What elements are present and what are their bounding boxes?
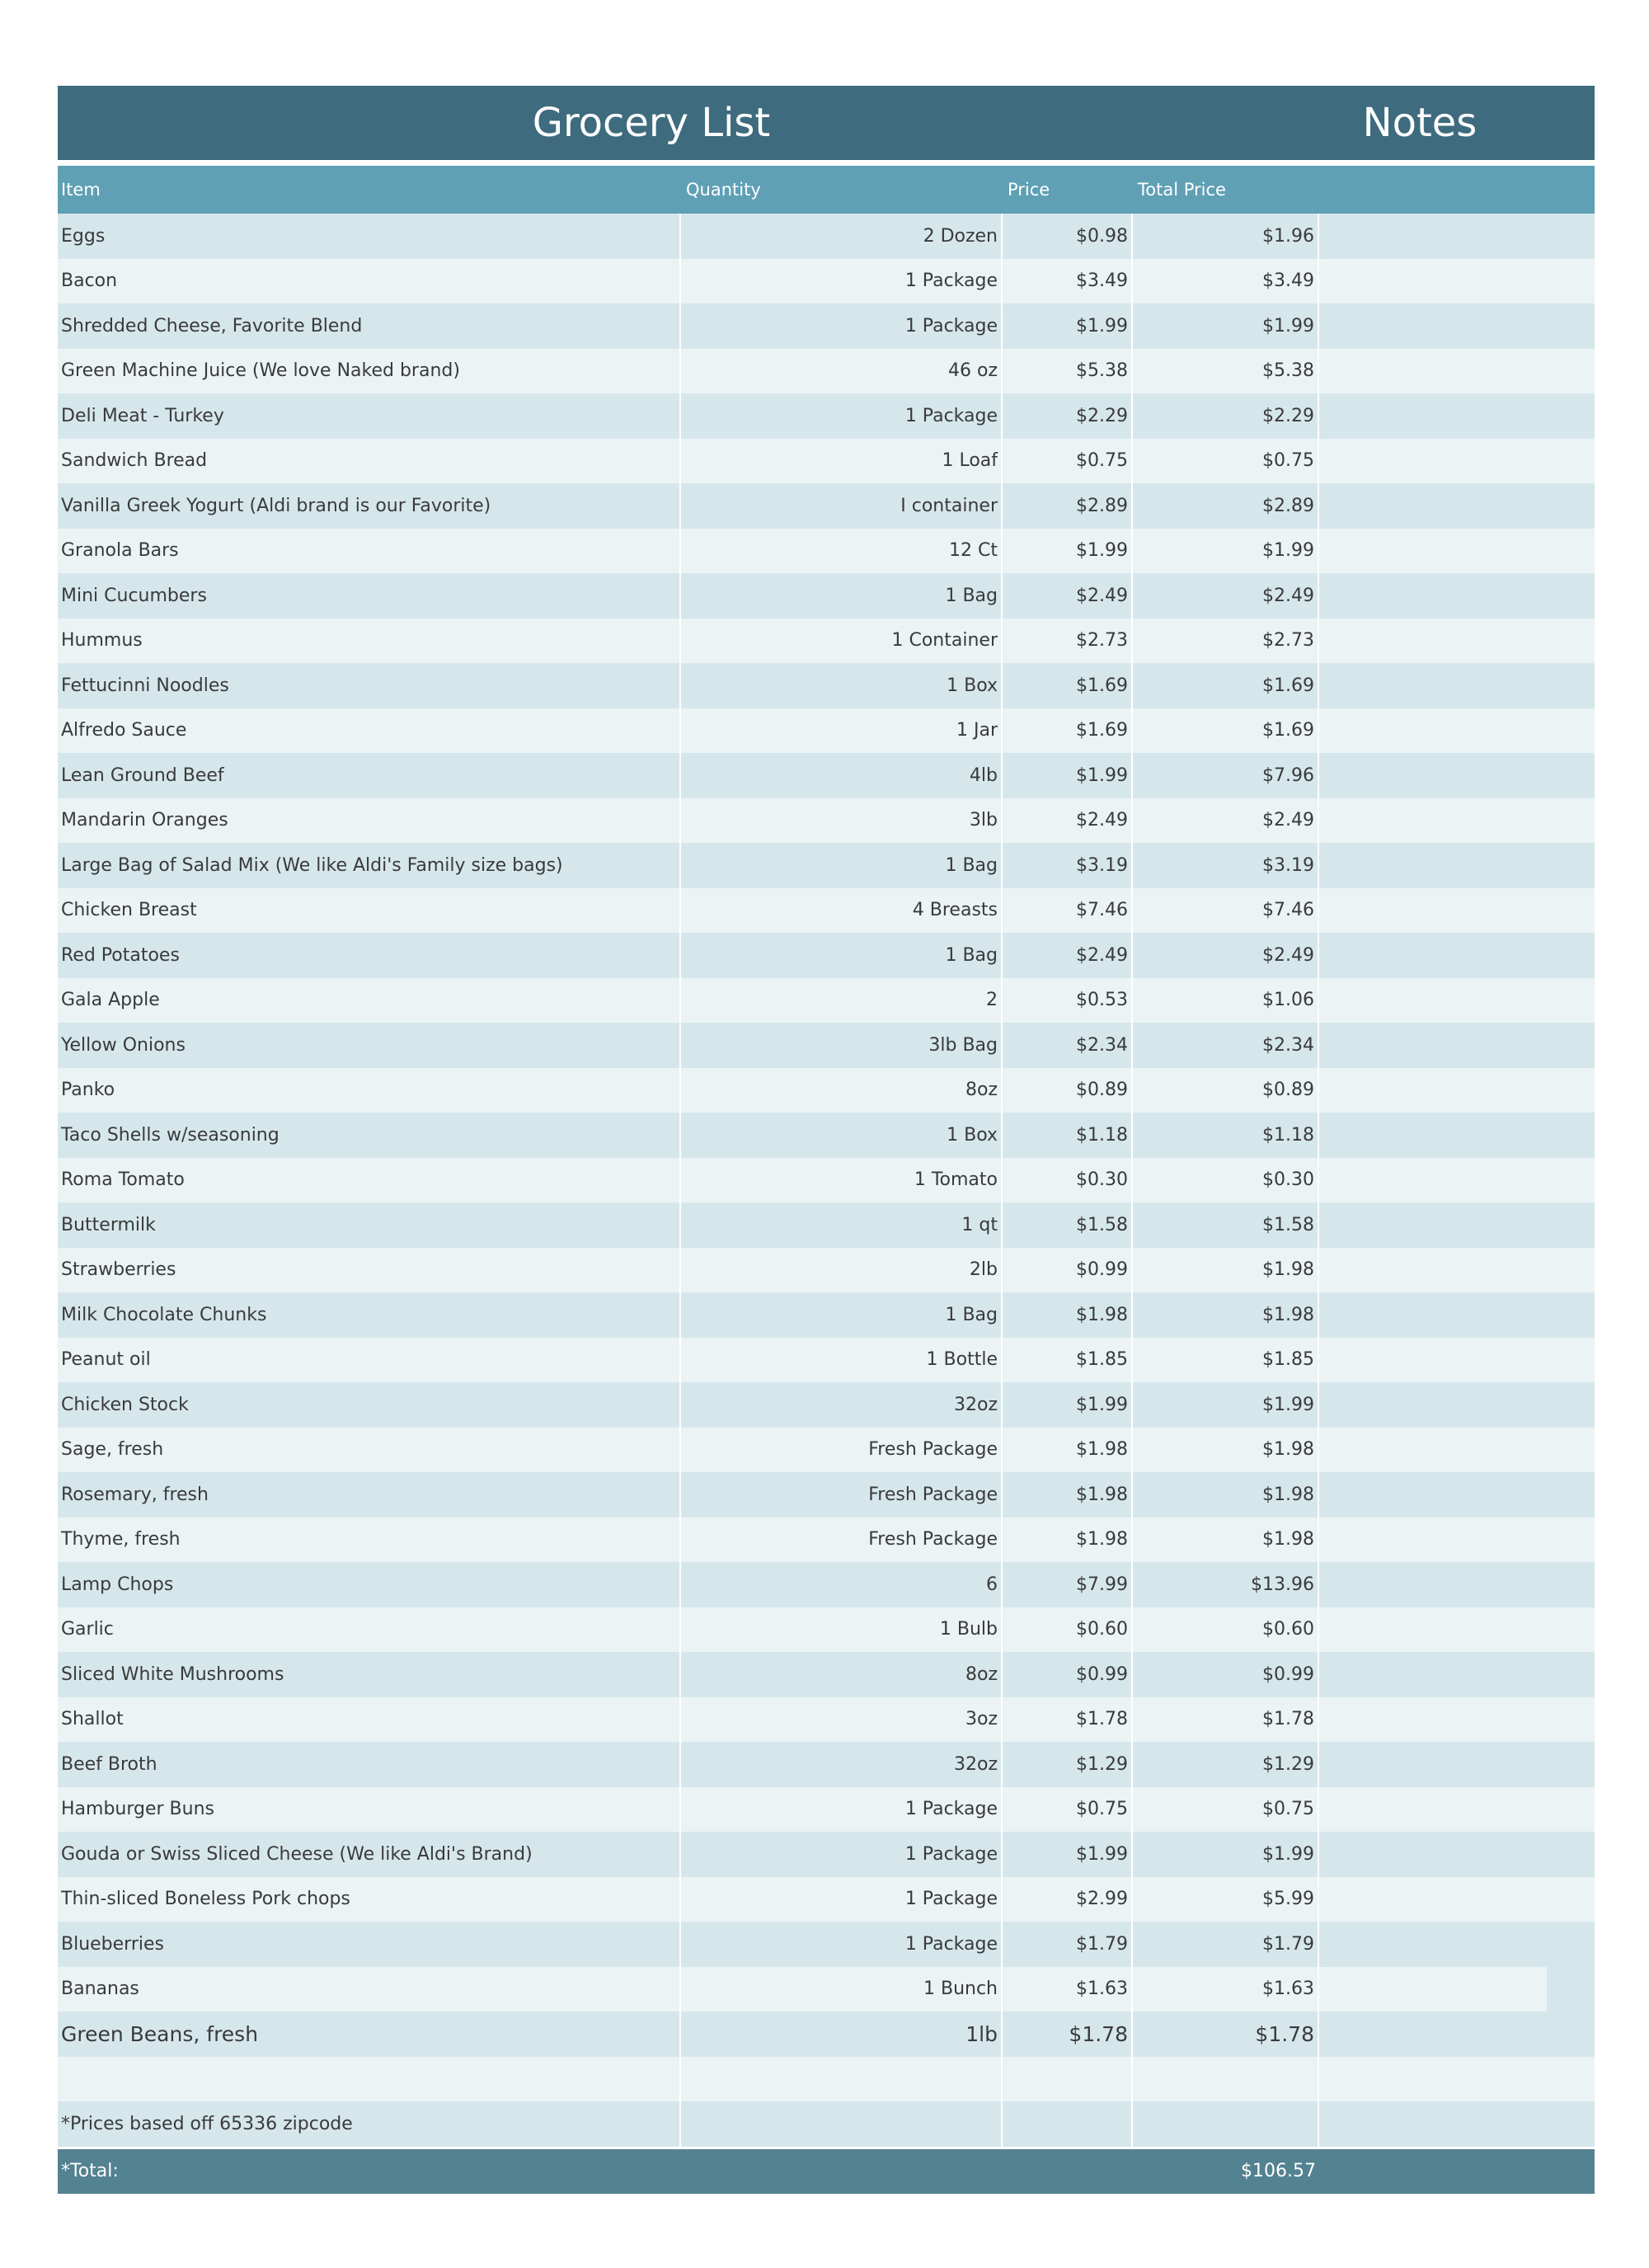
- price-cell[interactable]: $5.38: [1003, 349, 1133, 394]
- total-price-cell[interactable]: $7.46: [1133, 888, 1319, 934]
- quantity-cell[interactable]: 1 Package: [681, 1922, 1003, 1967]
- price-cell[interactable]: $1.63: [1003, 1967, 1133, 2012]
- quantity-cell[interactable]: 1 Package: [681, 1787, 1003, 1833]
- table-row: [58, 1113, 1595, 1158]
- item-cell[interactable]: Chicken Stock: [58, 1382, 681, 1428]
- table-row-empty: [58, 2057, 1595, 2102]
- table-row: [58, 214, 1595, 259]
- notes-cell[interactable]: [1319, 978, 1595, 1023]
- quantity-cell[interactable]: Fresh Package: [681, 1472, 1003, 1517]
- item-cell[interactable]: Blueberries: [58, 1922, 681, 1967]
- total-price-cell[interactable]: $5.38: [1133, 349, 1319, 394]
- notes-cell[interactable]: [1319, 1068, 1595, 1113]
- notes-cell[interactable]: [1319, 619, 1595, 664]
- quantity-cell[interactable]: 1 Bag: [681, 843, 1003, 888]
- table-row: [58, 1472, 1595, 1517]
- total-price-cell[interactable]: $1.96: [1133, 214, 1319, 259]
- item-cell[interactable]: Panko: [58, 1068, 681, 1113]
- notes-cell[interactable]: [1319, 1832, 1595, 1877]
- total-notes-empty: [1319, 2149, 1595, 2194]
- quantity-cell[interactable]: 8oz: [681, 1068, 1003, 1113]
- total-price-cell[interactable]: $2.89: [1133, 483, 1319, 529]
- notes-cell[interactable]: [1319, 753, 1595, 798]
- table-row: [58, 933, 1595, 978]
- notes-cell[interactable]: [1319, 1967, 1595, 2012]
- price-cell[interactable]: $0.98: [1003, 214, 1133, 259]
- total-price-cell[interactable]: $0.89: [1133, 1068, 1319, 1113]
- table-row: [58, 349, 1595, 394]
- price-cell[interactable]: $1.78: [1003, 1697, 1133, 1743]
- total-label: *Total:: [61, 2161, 119, 2181]
- price-cell[interactable]: $1.85: [1003, 1338, 1133, 1383]
- notes-cell[interactable]: [1319, 1517, 1595, 1563]
- total-price-cell[interactable]: $1.06: [1133, 978, 1319, 1023]
- item-cell[interactable]: Peanut oil: [58, 1338, 681, 1383]
- page-title: Grocery List: [532, 100, 771, 146]
- quantity-cell[interactable]: Fresh Package: [681, 1428, 1003, 1473]
- header-notes: [1319, 166, 1595, 214]
- item-cell[interactable]: Eggs: [58, 214, 681, 259]
- item-cell[interactable]: Mandarin Oranges: [58, 798, 681, 844]
- total-price-cell[interactable]: $1.85: [1133, 1338, 1319, 1383]
- price-cell[interactable]: $1.98: [1003, 1292, 1133, 1338]
- total-price-cell[interactable]: $1.99: [1133, 529, 1319, 574]
- notes-cell[interactable]: [1319, 1248, 1595, 1293]
- quantity-cell[interactable]: 46 oz: [681, 349, 1003, 394]
- notes-cell[interactable]: [1319, 483, 1595, 529]
- notes-cell[interactable]: [1319, 1562, 1595, 1607]
- item-cell[interactable]: Gala Apple: [58, 978, 681, 1023]
- total-price-empty: [1003, 2149, 1133, 2194]
- empty-cell[interactable]: [681, 2101, 1003, 2147]
- price-cell[interactable]: $0.99: [1003, 1652, 1133, 1697]
- notes-title: Notes: [1362, 100, 1478, 146]
- total-price-cell[interactable]: $1.99: [1133, 303, 1319, 349]
- table-row: [58, 1697, 1595, 1743]
- item-cell[interactable]: Lamp Chops: [58, 1562, 681, 1607]
- total-price-cell[interactable]: $1.78: [1133, 2012, 1319, 2057]
- total-price-cell[interactable]: $0.60: [1133, 1607, 1319, 1653]
- table-row: [58, 708, 1595, 754]
- total-price-cell[interactable]: $1.29: [1133, 1742, 1319, 1787]
- table-row: [58, 978, 1595, 1023]
- quantity-cell[interactable]: 2lb: [681, 1248, 1003, 1293]
- notes-cell[interactable]: [1319, 259, 1595, 304]
- total-price-cell[interactable]: $1.98: [1133, 1472, 1319, 1517]
- notes-cell[interactable]: [1319, 1472, 1595, 1517]
- notes-cell[interactable]: [1319, 1113, 1595, 1158]
- item-cell[interactable]: Large Bag of Salad Mix (We like Aldi's Family size bags): [58, 843, 681, 888]
- notes-cell[interactable]: [1319, 1292, 1595, 1338]
- empty-cell[interactable]: [1003, 2101, 1133, 2147]
- quantity-cell[interactable]: 1 Package: [681, 1832, 1003, 1877]
- quantity-cell[interactable]: 1 Container: [681, 619, 1003, 664]
- total-price-cell[interactable]: $5.99: [1133, 1877, 1319, 1922]
- price-cell[interactable]: $1.98: [1003, 1428, 1133, 1473]
- quantity-cell[interactable]: 12 Ct: [681, 529, 1003, 574]
- table-row: [58, 2012, 1595, 2057]
- price-cell[interactable]: $1.98: [1003, 1517, 1133, 1563]
- notes-cell[interactable]: [1319, 663, 1595, 708]
- price-cell[interactable]: $1.99: [1003, 753, 1133, 798]
- quantity-cell[interactable]: 1 Box: [681, 663, 1003, 708]
- notes-cell[interactable]: [1319, 1607, 1595, 1653]
- item-cell[interactable]: Sandwich Bread: [58, 439, 681, 484]
- notes-cell[interactable]: [1319, 933, 1595, 978]
- notes-cell[interactable]: [1319, 1382, 1595, 1428]
- table-row: [58, 393, 1595, 439]
- notes-cell[interactable]: [1319, 1922, 1595, 1967]
- quantity-cell[interactable]: 1 Package: [681, 259, 1003, 304]
- table-row: [58, 259, 1595, 304]
- total-price-cell[interactable]: $1.98: [1133, 1248, 1319, 1293]
- total-qty-empty: [681, 2149, 1003, 2194]
- quantity-cell[interactable]: 1 Bag: [681, 1292, 1003, 1338]
- price-cell[interactable]: $1.58: [1003, 1202, 1133, 1248]
- selected-cell-highlight: [1547, 1967, 1595, 2012]
- notes-cell[interactable]: [1319, 1697, 1595, 1743]
- item-cell[interactable]: Bananas: [58, 1967, 681, 2012]
- price-cell[interactable]: $0.30: [1003, 1158, 1133, 1203]
- quantity-cell[interactable]: 1 Bag: [681, 573, 1003, 619]
- quantity-cell[interactable]: I container: [681, 483, 1003, 529]
- notes-cell[interactable]: [1319, 888, 1595, 934]
- empty-cell[interactable]: [1133, 2057, 1319, 2102]
- price-cell[interactable]: $3.19: [1003, 843, 1133, 888]
- total-price-cell[interactable]: $7.96: [1133, 753, 1319, 798]
- price-cell[interactable]: $1.99: [1003, 529, 1133, 574]
- quantity-cell[interactable]: 2 Dozen: [681, 214, 1003, 259]
- table-row: [58, 1023, 1595, 1068]
- table-row: [58, 619, 1595, 664]
- price-cell[interactable]: $0.53: [1003, 978, 1133, 1023]
- quantity-cell[interactable]: 1lb: [681, 2012, 1003, 2057]
- item-cell[interactable]: Milk Chocolate Chunks: [58, 1292, 681, 1338]
- notes-cell[interactable]: [1319, 303, 1595, 349]
- notes-cell[interactable]: [1319, 708, 1595, 754]
- table-row: [58, 1382, 1595, 1428]
- notes-cell[interactable]: [1319, 573, 1595, 619]
- quantity-cell[interactable]: 1 Tomato: [681, 1158, 1003, 1203]
- total-price-cell[interactable]: $2.34: [1133, 1023, 1319, 1068]
- item-cell[interactable]: Granola Bars: [58, 529, 681, 574]
- item-cell[interactable]: Bacon: [58, 259, 681, 304]
- price-cell[interactable]: $7.46: [1003, 888, 1133, 934]
- price-cell[interactable]: $1.98: [1003, 1472, 1133, 1517]
- divider: [58, 160, 1595, 166]
- empty-cell[interactable]: [1319, 2101, 1595, 2147]
- table-row: [58, 1832, 1595, 1877]
- table-row: [58, 1652, 1595, 1697]
- price-cell[interactable]: $2.34: [1003, 1023, 1133, 1068]
- item-cell[interactable]: Rosemary, fresh: [58, 1472, 681, 1517]
- total-price-cell[interactable]: $2.49: [1133, 573, 1319, 619]
- item-cell[interactable]: Sage, fresh: [58, 1428, 681, 1473]
- notes-cell[interactable]: [1319, 1787, 1595, 1833]
- table-row: [58, 529, 1595, 574]
- table-body: [58, 214, 1595, 2147]
- total-price-cell[interactable]: $2.49: [1133, 798, 1319, 844]
- price-cell[interactable]: $1.99: [1003, 303, 1133, 349]
- notes-cell[interactable]: [1319, 2012, 1595, 2057]
- item-cell[interactable]: Beef Broth: [58, 1742, 681, 1787]
- notes-cell[interactable]: [1319, 349, 1595, 394]
- price-cell[interactable]: $1.78: [1003, 2012, 1133, 2057]
- item-cell[interactable]: Taco Shells w/seasoning: [58, 1113, 681, 1158]
- notes-cell[interactable]: [1319, 393, 1595, 439]
- quantity-cell[interactable]: 3lb: [681, 798, 1003, 844]
- quantity-cell[interactable]: 1 qt: [681, 1202, 1003, 1248]
- table-row: [58, 1292, 1595, 1338]
- price-cell[interactable]: $1.18: [1003, 1113, 1133, 1158]
- total-row: [58, 2149, 1595, 2194]
- price-cell[interactable]: $2.49: [1003, 798, 1133, 844]
- total-price-cell[interactable]: $1.79: [1133, 1922, 1319, 1967]
- notes-cell[interactable]: [1319, 1202, 1595, 1248]
- notes-cell[interactable]: [1319, 1023, 1595, 1068]
- quantity-cell[interactable]: 2: [681, 978, 1003, 1023]
- total-price-cell[interactable]: $2.29: [1133, 393, 1319, 439]
- total-price-cell[interactable]: $1.99: [1133, 1382, 1319, 1428]
- price-cell[interactable]: $2.89: [1003, 483, 1133, 529]
- table-row: [58, 1787, 1595, 1833]
- table-row: [58, 843, 1595, 888]
- total-price-cell[interactable]: $1.58: [1133, 1202, 1319, 1248]
- total-price-cell[interactable]: $1.98: [1133, 1292, 1319, 1338]
- quantity-cell[interactable]: 1 Bunch: [681, 1967, 1003, 2012]
- title-bar: [58, 86, 1595, 160]
- item-cell[interactable]: Green Machine Juice (We love Naked brand): [58, 349, 681, 394]
- item-cell[interactable]: Hummus: [58, 619, 681, 664]
- notes-cell[interactable]: [1319, 1338, 1595, 1383]
- quantity-cell[interactable]: 1 Bulb: [681, 1607, 1003, 1653]
- table-row: [58, 1607, 1595, 1653]
- notes-cell[interactable]: [1319, 1428, 1595, 1473]
- total-price-cell[interactable]: $3.19: [1133, 843, 1319, 888]
- quantity-cell[interactable]: 1 Package: [681, 1877, 1003, 1922]
- quantity-cell[interactable]: 4lb: [681, 753, 1003, 798]
- quantity-cell[interactable]: 6: [681, 1562, 1003, 1607]
- price-cell[interactable]: $0.75: [1003, 439, 1133, 484]
- total-price-cell[interactable]: $1.98: [1133, 1428, 1319, 1473]
- total-price-cell[interactable]: $0.30: [1133, 1158, 1319, 1203]
- item-cell[interactable]: Chicken Breast: [58, 888, 681, 934]
- total-price-cell[interactable]: $2.49: [1133, 933, 1319, 978]
- price-cell[interactable]: $3.49: [1003, 259, 1133, 304]
- table-row: [58, 303, 1595, 349]
- item-cell[interactable]: Green Beans, fresh: [58, 2012, 681, 2057]
- total-price-cell[interactable]: $1.69: [1133, 663, 1319, 708]
- empty-cell[interactable]: [58, 2057, 681, 2102]
- item-cell[interactable]: Roma Tomato: [58, 1158, 681, 1203]
- table-row: [58, 1922, 1595, 1967]
- item-cell[interactable]: Red Potatoes: [58, 933, 681, 978]
- item-cell[interactable]: Lean Ground Beef: [58, 753, 681, 798]
- empty-cell[interactable]: [1319, 2057, 1595, 2102]
- quantity-cell[interactable]: 1 Bottle: [681, 1338, 1003, 1383]
- total-price-cell[interactable]: $1.63: [1133, 1967, 1319, 2012]
- price-cell[interactable]: $1.79: [1003, 1922, 1133, 1967]
- item-cell[interactable]: Deli Meat - Turkey: [58, 393, 681, 439]
- table-row: [58, 1202, 1595, 1248]
- item-cell[interactable]: Garlic: [58, 1607, 681, 1653]
- price-cell[interactable]: $0.60: [1003, 1607, 1133, 1653]
- quantity-cell[interactable]: 32oz: [681, 1742, 1003, 1787]
- item-cell[interactable]: Vanilla Greek Yogurt (Aldi brand is our Favorite): [58, 483, 681, 529]
- table-row: [58, 798, 1595, 844]
- price-cell[interactable]: $1.99: [1003, 1382, 1133, 1428]
- quantity-cell[interactable]: 3lb Bag: [681, 1023, 1003, 1068]
- table-row: [58, 483, 1595, 529]
- header-total-price: Total Price: [1138, 180, 1226, 200]
- item-cell[interactable]: Shallot: [58, 1697, 681, 1743]
- notes-cell[interactable]: [1319, 843, 1595, 888]
- footnote-row: [58, 2101, 1595, 2147]
- price-cell[interactable]: $0.75: [1003, 1787, 1133, 1833]
- item-cell[interactable]: Strawberries: [58, 1248, 681, 1293]
- price-cell[interactable]: $2.73: [1003, 619, 1133, 664]
- table-row: [58, 1428, 1595, 1473]
- total-price-cell[interactable]: $1.18: [1133, 1113, 1319, 1158]
- notes-cell[interactable]: [1319, 1652, 1595, 1697]
- quantity-cell[interactable]: 3oz: [681, 1697, 1003, 1743]
- quantity-cell[interactable]: 32oz: [681, 1382, 1003, 1428]
- empty-cell[interactable]: [681, 2057, 1003, 2102]
- empty-cell[interactable]: [1133, 2101, 1319, 2147]
- item-cell[interactable]: Buttermilk: [58, 1202, 681, 1248]
- notes-cell[interactable]: [1319, 529, 1595, 574]
- table-row: [58, 573, 1595, 619]
- total-price-cell[interactable]: $1.98: [1133, 1517, 1319, 1563]
- price-cell[interactable]: $0.99: [1003, 1248, 1133, 1293]
- table-row: [58, 1338, 1595, 1383]
- header-price: Price: [1008, 180, 1050, 200]
- total-price-cell[interactable]: $3.49: [1133, 259, 1319, 304]
- quantity-cell[interactable]: 1 Loaf: [681, 439, 1003, 484]
- total-price-cell[interactable]: $13.96: [1133, 1562, 1319, 1607]
- quantity-cell[interactable]: 8oz: [681, 1652, 1003, 1697]
- item-cell[interactable]: Fettucinni Noodles: [58, 663, 681, 708]
- item-cell[interactable]: Thin-sliced Boneless Pork chops: [58, 1877, 681, 1922]
- total-price-cell[interactable]: $1.99: [1133, 1832, 1319, 1877]
- grocery-sheet: [58, 86, 1595, 2194]
- table-row: [58, 663, 1595, 708]
- notes-cell[interactable]: [1319, 1742, 1595, 1787]
- item-cell[interactable]: Thyme, fresh: [58, 1517, 681, 1563]
- table-row: [58, 1158, 1595, 1203]
- total-value: $106.57: [1241, 2161, 1316, 2181]
- quantity-cell[interactable]: 1 Package: [681, 303, 1003, 349]
- quantity-cell[interactable]: Fresh Package: [681, 1517, 1003, 1563]
- item-cell[interactable]: Alfredo Sauce: [58, 708, 681, 754]
- price-cell[interactable]: $2.49: [1003, 933, 1133, 978]
- header-quantity: Quantity: [686, 180, 761, 200]
- table-row: [58, 1068, 1595, 1113]
- price-cell[interactable]: $2.49: [1003, 573, 1133, 619]
- notes-cell[interactable]: [1319, 439, 1595, 484]
- price-cell[interactable]: $1.29: [1003, 1742, 1133, 1787]
- item-cell[interactable]: Yellow Onions: [58, 1023, 681, 1068]
- item-cell[interactable]: Gouda or Swiss Sliced Cheese (We like Aldi's Brand): [58, 1832, 681, 1877]
- table-row: [58, 888, 1595, 934]
- notes-cell[interactable]: [1319, 1158, 1595, 1203]
- price-cell[interactable]: $7.99: [1003, 1562, 1133, 1607]
- table-row: [58, 753, 1595, 798]
- footnote[interactable]: *Prices based off 65336 zipcode: [58, 2101, 681, 2147]
- price-cell[interactable]: $1.69: [1003, 663, 1133, 708]
- table-row: [58, 1562, 1595, 1607]
- item-cell[interactable]: Mini Cucumbers: [58, 573, 681, 619]
- total-price-cell[interactable]: $0.75: [1133, 439, 1319, 484]
- price-cell[interactable]: $2.29: [1003, 393, 1133, 439]
- notes-cell[interactable]: [1319, 214, 1595, 259]
- total-price-cell[interactable]: $1.69: [1133, 708, 1319, 754]
- total-price-cell[interactable]: $2.73: [1133, 619, 1319, 664]
- item-cell[interactable]: Hamburger Buns: [58, 1787, 681, 1833]
- price-cell[interactable]: $1.69: [1003, 708, 1133, 754]
- quantity-cell[interactable]: 1 Jar: [681, 708, 1003, 754]
- table-row: [58, 1742, 1595, 1787]
- notes-cell[interactable]: [1319, 798, 1595, 844]
- price-cell[interactable]: $2.99: [1003, 1877, 1133, 1922]
- item-cell[interactable]: Sliced White Mushrooms: [58, 1652, 681, 1697]
- quantity-cell[interactable]: 4 Breasts: [681, 888, 1003, 934]
- item-cell[interactable]: Shredded Cheese, Favorite Blend: [58, 303, 681, 349]
- quantity-cell[interactable]: 1 Box: [681, 1113, 1003, 1158]
- total-price-cell[interactable]: $0.99: [1133, 1652, 1319, 1697]
- notes-cell[interactable]: [1319, 1877, 1595, 1922]
- quantity-cell[interactable]: 1 Bag: [681, 933, 1003, 978]
- table-row: [58, 1877, 1595, 1922]
- empty-cell[interactable]: [1003, 2057, 1133, 2102]
- table-row: [58, 1517, 1595, 1563]
- table-header: [58, 166, 1595, 214]
- header-item: Item: [61, 180, 101, 200]
- quantity-cell[interactable]: 1 Package: [681, 393, 1003, 439]
- total-price-cell[interactable]: $1.78: [1133, 1697, 1319, 1743]
- price-cell[interactable]: $1.99: [1003, 1832, 1133, 1877]
- total-price-cell[interactable]: $0.75: [1133, 1787, 1319, 1833]
- table-row: [58, 1248, 1595, 1293]
- table-row: [58, 1967, 1595, 2012]
- table-row: [58, 439, 1595, 484]
- price-cell[interactable]: $0.89: [1003, 1068, 1133, 1113]
